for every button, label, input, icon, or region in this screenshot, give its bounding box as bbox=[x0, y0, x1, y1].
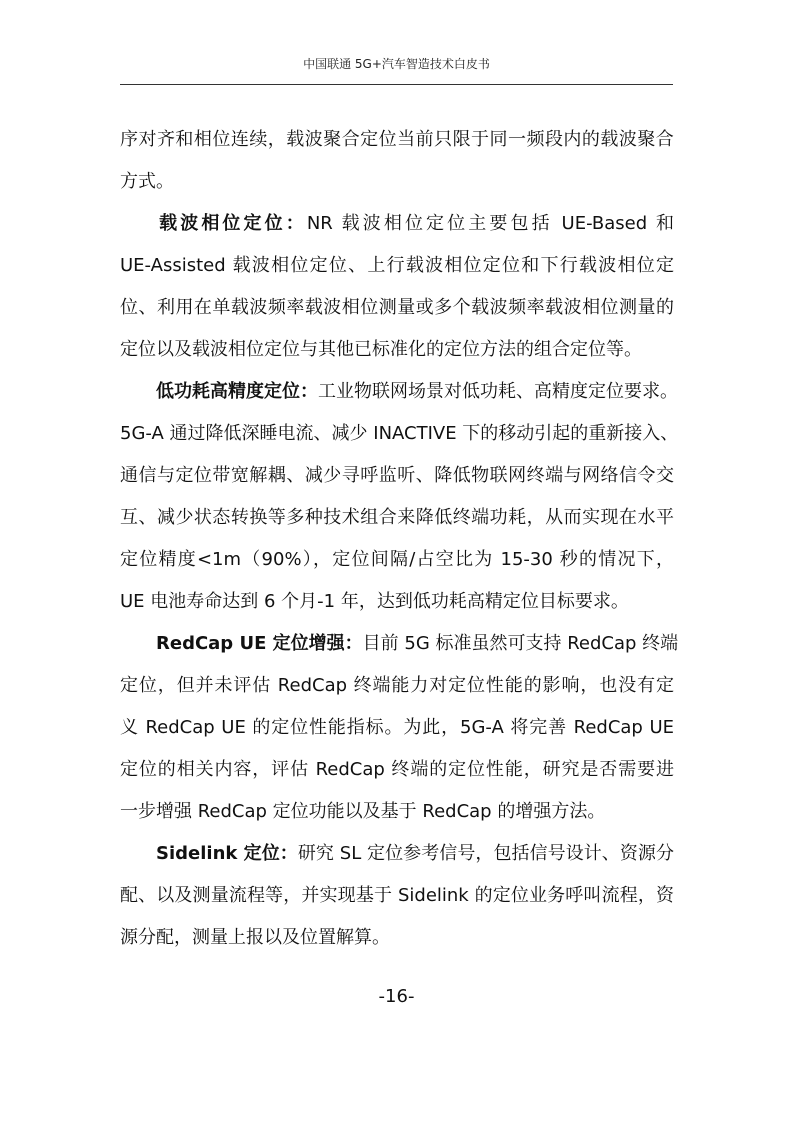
text-line: 一步增强 RedCap 定位功能以及基于 RedCap 的增强方法。 bbox=[120, 801, 606, 822]
term-heading: 低功耗高精度定位： bbox=[156, 381, 318, 402]
text-line: UE-Assisted 载波相位定位、上行载波相位定位和下行载波相位定 bbox=[120, 255, 674, 276]
paragraph-carrier-phase bbox=[120, 203, 674, 245]
term-heading: RedCap UE 定位增强： bbox=[156, 633, 363, 654]
text-line: 方式。 bbox=[120, 171, 174, 192]
paragraph-sidelink bbox=[120, 833, 674, 875]
text-line: 序对齐和相位连续，载波聚合定位当前只限于同一频段内的载波聚合 bbox=[120, 129, 674, 150]
text-line: 源分配，测量上报以及位置解算。 bbox=[120, 927, 390, 948]
header-divider bbox=[120, 84, 673, 85]
text-line: 定位以及载波相位定位与其他已标准化的定位方法的组合定位等。 bbox=[120, 339, 642, 360]
text-line: 义 RedCap UE 的定位性能指标。为此，5G-A 将完善 RedCap UE bbox=[120, 717, 674, 738]
text-run: NR 载波相位定位主要包括 UE-Based 和 bbox=[306, 213, 675, 234]
term-heading: Sidelink 定位： bbox=[156, 843, 298, 864]
text-line: 通信与定位带宽解耦、减少寻呼监听、降低物联网终端与网络信令交 bbox=[120, 465, 674, 486]
document-body bbox=[120, 119, 679, 959]
running-header: 中国联通 5G+汽车智造技术白皮书 bbox=[303, 57, 490, 71]
text-line: 定位，但并未评估 RedCap 终端能力对定位性能的影响，也没有定 bbox=[120, 675, 674, 696]
text-run: 目前 5G 标准虽然可支持 RedCap 终端 bbox=[362, 633, 679, 654]
term-heading: 载波相位定位： bbox=[156, 213, 307, 234]
page-number: -16- bbox=[378, 986, 415, 1007]
text-run: 工业物联网场景对低功耗、高精度定位要求。 bbox=[318, 381, 678, 402]
text-line: 互、减少状态转换等多种技术组合来降低终端功耗，从而实现在水平 bbox=[120, 507, 674, 528]
text-line: 位、利用在单载波频率载波相位测量或多个载波频率载波相位测量的 bbox=[120, 297, 674, 318]
text-line: 5G-A 通过降低深睡电流、减少 INACTIVE 下的移动引起的重新接入、 bbox=[120, 423, 679, 444]
text-run: 研究 SL 定位参考信号，包括信号设计、资源分 bbox=[297, 843, 674, 864]
paragraph-low-power bbox=[120, 371, 678, 413]
text-line: UE 电池寿命达到 6 个月-1 年，达到低功耗高精定位目标要求。 bbox=[120, 591, 629, 612]
text-line: 定位的相关内容，评估 RedCap 终端的定位性能，研究是否需要进 bbox=[120, 759, 674, 780]
text-line: 定位精度<1m（90%），定位间隔/占空比为 15-30 秒的情况下， bbox=[120, 549, 674, 570]
paragraph-redcap bbox=[120, 623, 679, 665]
text-line: 配、以及测量流程等，并实现基于 Sidelink 的定位业务呼叫流程，资 bbox=[120, 885, 674, 906]
